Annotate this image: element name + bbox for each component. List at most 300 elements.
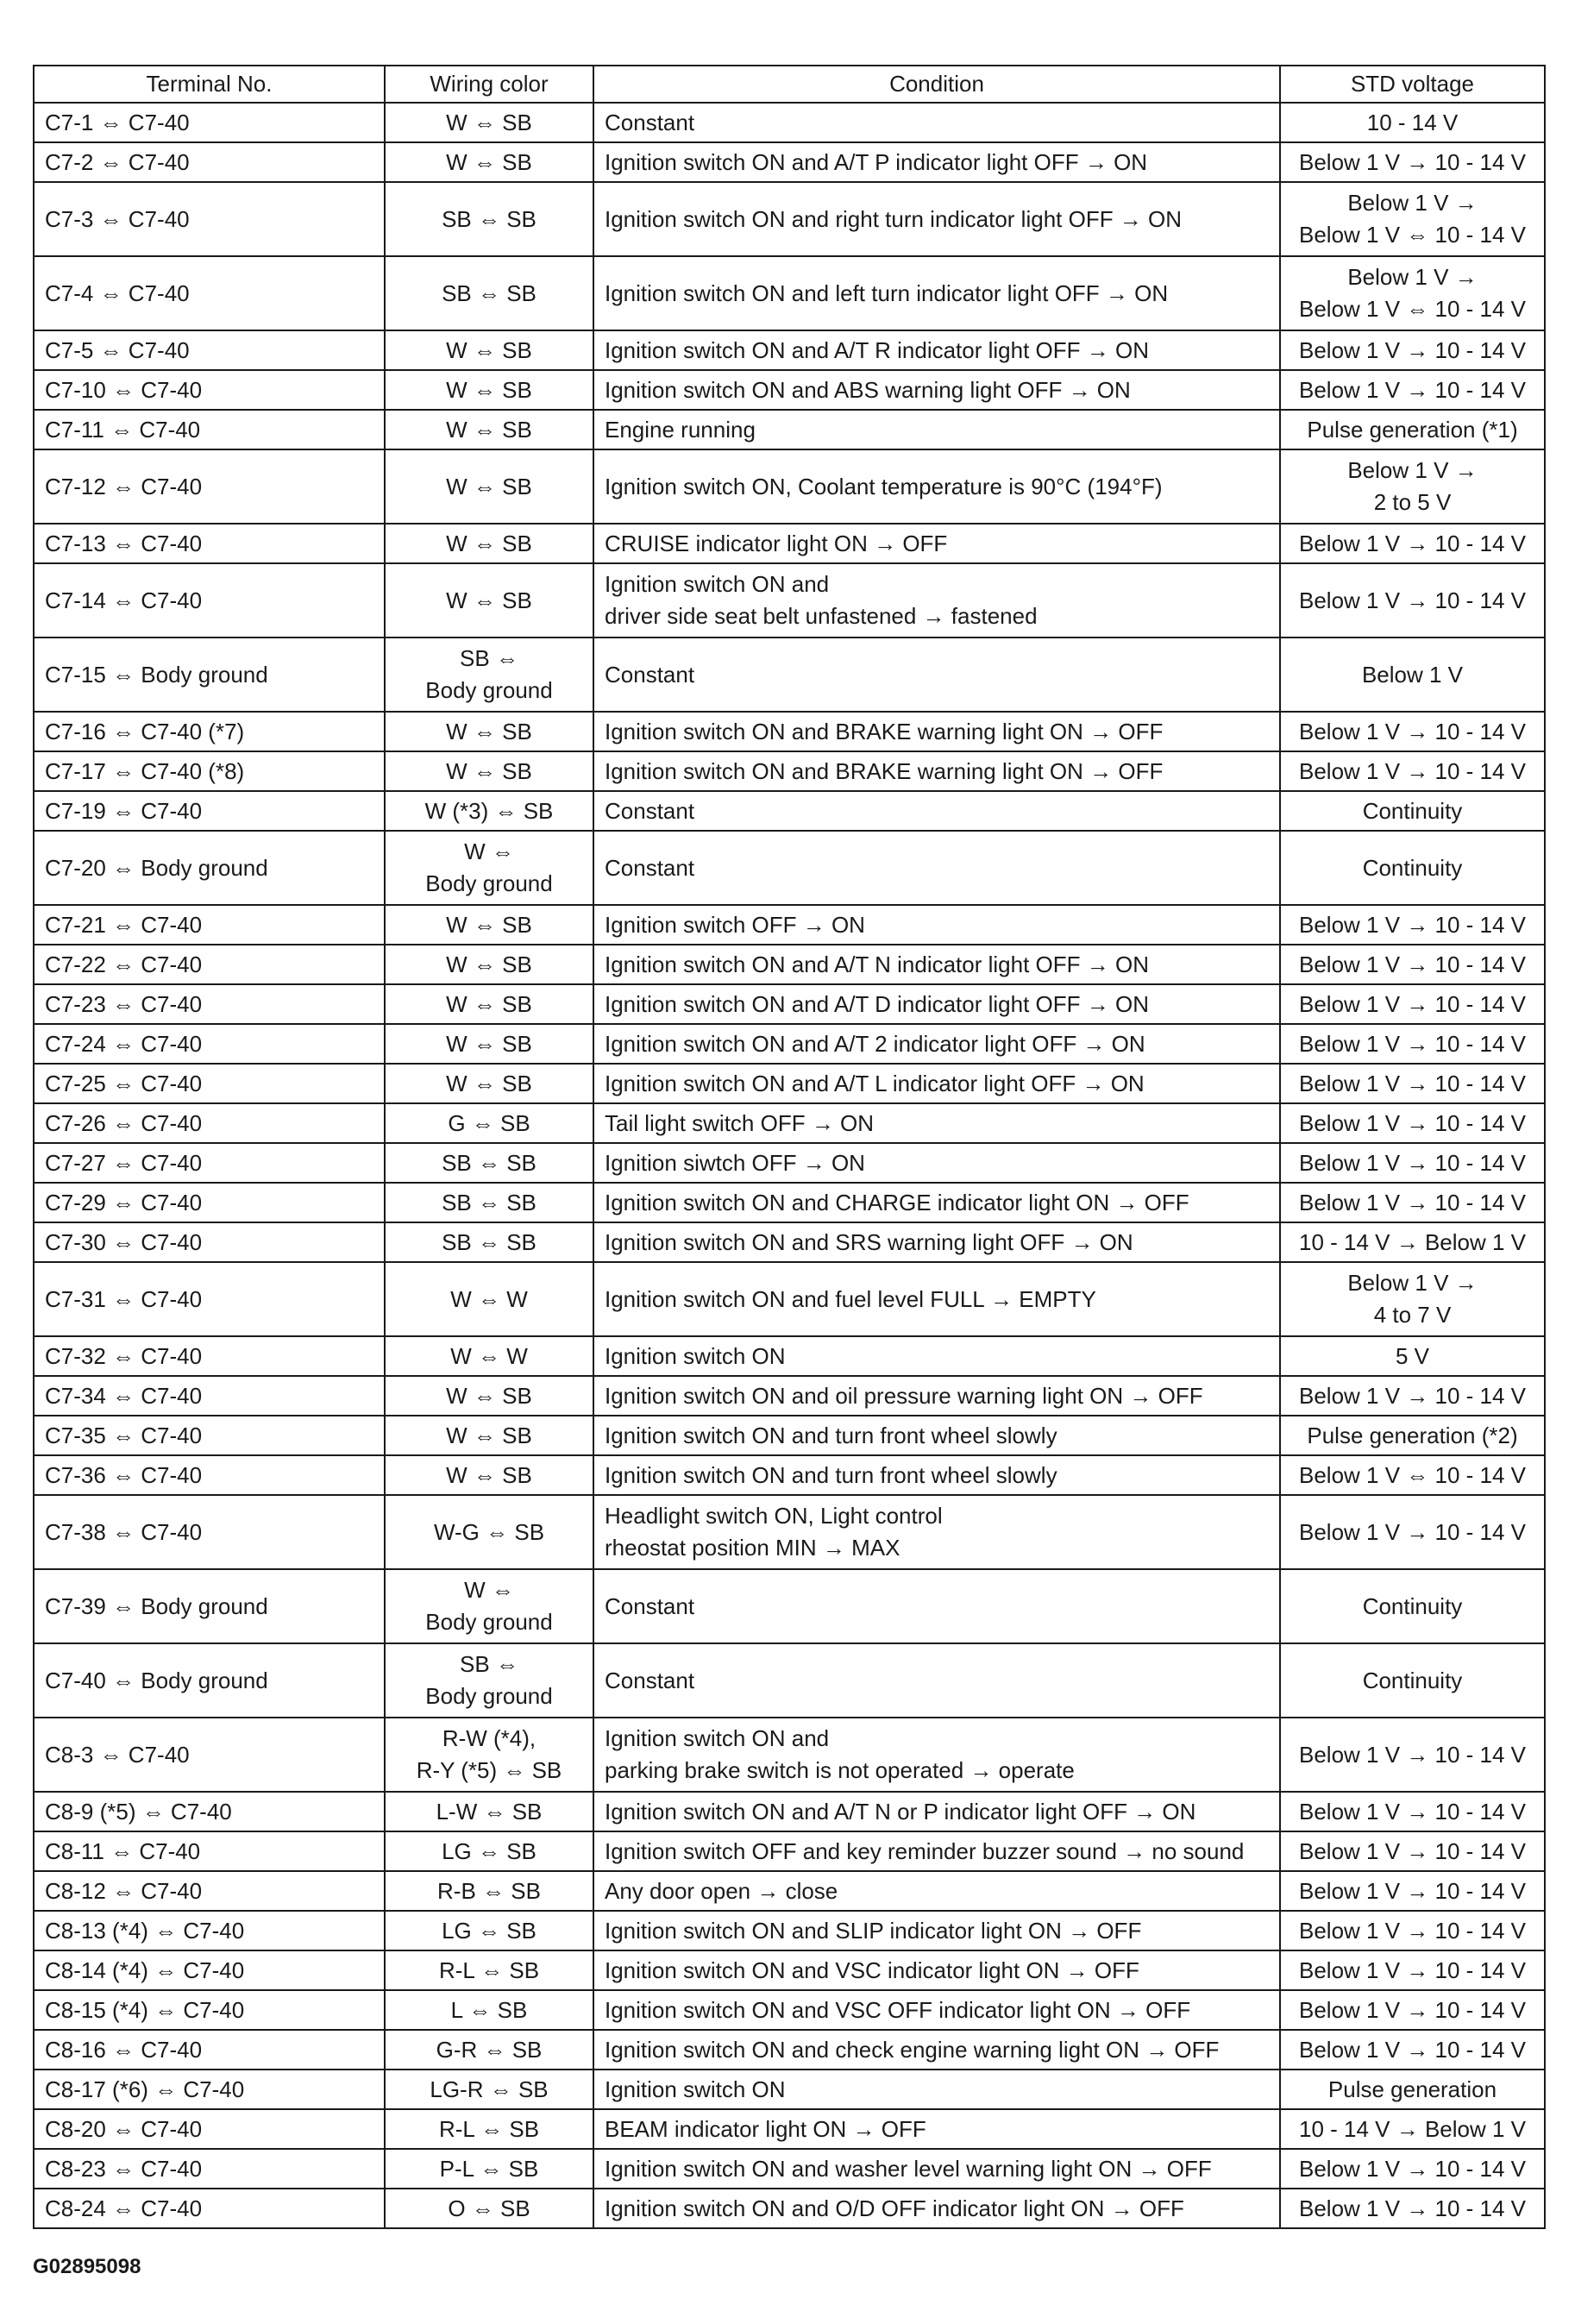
- wiring-color-cell-line: G-R ⇔ SB: [436, 2036, 543, 2063]
- std-voltage-cell: [1280, 831, 1545, 905]
- condition-cell-line: Ignition switch ON, Coolant temperature is 90°C (194°F): [605, 473, 1163, 499]
- terminal-cell: [34, 563, 385, 638]
- std-voltage-cell-line: 2 to 5 V: [1373, 489, 1452, 515]
- terminal-voltage-sheet: [33, 65, 1544, 2229]
- wiring-color-cell-line: W ⇔ SB: [446, 376, 532, 403]
- condition-cell: [593, 712, 1280, 751]
- wiring-color-cell-line: W ⇔: [464, 839, 514, 864]
- table-row: [34, 1103, 1545, 1143]
- terminal-cell: [34, 1103, 385, 1143]
- std-voltage-cell-line: Below 1 V →: [1347, 264, 1478, 290]
- condition-cell: [593, 256, 1280, 330]
- condition-cell: [593, 1871, 1280, 1911]
- wiring-color-cell: [385, 1831, 593, 1871]
- condition-cell: [593, 1183, 1280, 1222]
- wiring-color-cell-line: L ⇔ SB: [450, 1996, 528, 2023]
- terminal-cell: [34, 1416, 385, 1455]
- condition-cell: [593, 1495, 1280, 1569]
- wiring-color-cell: [385, 1064, 593, 1103]
- wiring-color-cell: [385, 2109, 593, 2149]
- condition-cell-line: driver side seat belt unfastened → fastened: [605, 603, 1038, 629]
- table-row: [34, 945, 1545, 984]
- wiring-color-cell-line: R-B ⇔ SB: [437, 1877, 541, 1904]
- terminal-cell: [34, 370, 385, 410]
- std-voltage-cell-line: Pulse generation (*1): [1307, 416, 1518, 443]
- terminal-cell-line: C7-30 ⇔ C7-40: [45, 1228, 203, 1255]
- terminal-cell: [34, 1376, 385, 1416]
- wiring-color-cell: [385, 1222, 593, 1262]
- wiring-color-cell: [385, 1183, 593, 1222]
- std-voltage-cell-line: Below 1 V → 10 - 14 V: [1298, 1518, 1527, 1545]
- table-row: [34, 1376, 1545, 1416]
- wiring-color-cell-line: Body ground: [425, 1609, 553, 1635]
- condition-cell: [593, 410, 1280, 449]
- std-voltage-cell-line: 10 - 14 V → Below 1 V: [1298, 1228, 1527, 1255]
- wiring-color-cell: [385, 142, 593, 182]
- terminal-cell-line: C7-27 ⇔ C7-40: [45, 1149, 203, 1176]
- table-row: [34, 2030, 1545, 2070]
- table-row: [34, 1336, 1545, 1376]
- std-voltage-cell: [1280, 256, 1545, 330]
- wiring-color-cell: [385, 905, 593, 945]
- std-voltage-cell: [1280, 1103, 1545, 1143]
- terminal-cell: [34, 524, 385, 563]
- wiring-color-cell-line: W ⇔ SB: [446, 911, 532, 938]
- std-voltage-cell: [1280, 1336, 1545, 1376]
- terminal-cell-line: C7-36 ⇔ C7-40: [45, 1461, 203, 1488]
- std-voltage-cell-line: Below 1 V → 10 - 14 V: [1298, 1382, 1527, 1409]
- terminal-cell: [34, 638, 385, 712]
- wiring-color-cell: [385, 1792, 593, 1831]
- wiring-color-cell-line: SB ⇔: [460, 1651, 518, 1677]
- condition-cell-line: parking brake switch is not operated → operate: [605, 1757, 1075, 1783]
- std-voltage-cell: [1280, 1950, 1545, 1990]
- std-voltage-cell: [1280, 1990, 1545, 2030]
- condition-cell-line: Ignition switch ON and VSC indicator light ON → OFF: [605, 1957, 1139, 1983]
- terminal-cell-line: C8-15 (*4) ⇔ C7-40: [45, 1996, 245, 2023]
- terminal-cell: [34, 1064, 385, 1103]
- terminal-cell: [34, 945, 385, 984]
- std-voltage-cell-line: Below 1 V → 10 - 14 V: [1298, 1741, 1527, 1768]
- std-voltage-cell: [1280, 2030, 1545, 2070]
- header-std-voltage: STD voltage: [1280, 66, 1545, 103]
- std-voltage-cell-line: 10 - 14 V: [1366, 109, 1459, 135]
- terminal-cell-line: C8-9 (*5) ⇔ C7-40: [45, 1798, 232, 1825]
- table-row: [34, 2109, 1545, 2149]
- condition-cell-line: Constant: [605, 1592, 695, 1619]
- condition-cell: [593, 1718, 1280, 1792]
- condition-cell-line: rheostat position MIN → MAX: [605, 1535, 900, 1561]
- wiring-color-cell: [385, 1569, 593, 1643]
- condition-cell: [593, 1911, 1280, 1950]
- terminal-cell: [34, 330, 385, 370]
- terminal-cell: [34, 182, 385, 256]
- condition-cell-line: Ignition switch ON and A/T L indicator light OFF → ON: [605, 1070, 1145, 1096]
- terminal-cell-line: C7-32 ⇔ C7-40: [45, 1342, 203, 1369]
- wiring-color-cell-line: W ⇔ SB: [446, 109, 532, 135]
- std-voltage-cell: [1280, 1376, 1545, 1416]
- std-voltage-cell: [1280, 1792, 1545, 1831]
- condition-cell: [593, 330, 1280, 370]
- terminal-cell: [34, 984, 385, 1024]
- terminal-cell-line: C8-24 ⇔ C7-40: [45, 2195, 203, 2221]
- terminal-cell: [34, 2030, 385, 2070]
- table-row: [34, 1871, 1545, 1911]
- wiring-color-cell: [385, 712, 593, 751]
- wiring-color-cell: [385, 2030, 593, 2070]
- std-voltage-cell-line: 4 to 7 V: [1373, 1302, 1452, 1328]
- wiring-color-cell-line: W ⇔ SB: [446, 990, 532, 1017]
- wiring-color-cell-line: W-G ⇔ SB: [433, 1518, 545, 1545]
- terminal-cell: [34, 1792, 385, 1831]
- wiring-color-cell-line: W ⇔ SB: [446, 951, 532, 977]
- table-row: [34, 1064, 1545, 1103]
- std-voltage-cell: [1280, 1495, 1545, 1569]
- condition-cell-line: Ignition switch OFF and key reminder buzzer sound → no sound: [605, 1837, 1245, 1864]
- wiring-color-cell: [385, 524, 593, 563]
- std-voltage-cell: [1280, 1064, 1545, 1103]
- std-voltage-cell: [1280, 330, 1545, 370]
- wiring-color-cell-line: W ⇔ W: [450, 1342, 528, 1369]
- condition-cell-line: Ignition switch ON and oil pressure warning light ON → OFF: [605, 1382, 1203, 1409]
- condition-cell: [593, 1222, 1280, 1262]
- condition-cell-line: Ignition switch ON and A/T P indicator light OFF → ON: [605, 148, 1148, 175]
- terminal-cell-line: C7-38 ⇔ C7-40: [45, 1518, 203, 1545]
- std-voltage-cell-line: Below 1 V → 10 - 14 V: [1298, 1030, 1527, 1057]
- terminal-cell: [34, 1495, 385, 1569]
- terminal-cell-line: C7-15 ⇔ Body ground: [45, 661, 268, 688]
- wiring-color-cell-line: W ⇔ SB: [446, 336, 532, 363]
- table-row: [34, 712, 1545, 751]
- std-voltage-cell: [1280, 1024, 1545, 1064]
- condition-cell: [593, 182, 1280, 256]
- wiring-color-cell: [385, 563, 593, 638]
- wiring-color-cell-line: SB ⇔ SB: [442, 1149, 537, 1176]
- wiring-color-cell: [385, 831, 593, 905]
- wiring-color-cell-line: G ⇔ SB: [448, 1109, 530, 1136]
- condition-cell: [593, 1990, 1280, 2030]
- condition-cell: [593, 449, 1280, 524]
- table-row: [34, 984, 1545, 1024]
- terminal-cell-line: C8-3 ⇔ C7-40: [45, 1741, 190, 1768]
- table-row: [34, 2149, 1545, 2189]
- wiring-color-cell: [385, 1718, 593, 1792]
- wiring-color-cell: [385, 449, 593, 524]
- wiring-color-cell-line: SB ⇔ SB: [442, 1228, 537, 1255]
- terminal-cell-line: C8-17 (*6) ⇔ C7-40: [45, 2076, 245, 2102]
- terminal-cell-line: C7-13 ⇔ C7-40: [45, 530, 203, 556]
- condition-cell: [593, 1950, 1280, 1990]
- wiring-color-cell-line: W ⇔ W: [450, 1285, 528, 1312]
- figure-id: G02895098: [33, 2255, 141, 2278]
- table-row: [34, 905, 1545, 945]
- wiring-color-cell-line: W ⇔ SB: [446, 1070, 532, 1096]
- std-voltage-cell-line: Below 1 V → 10 - 14 V: [1298, 2155, 1527, 2182]
- wiring-color-cell-line: Body ground: [425, 677, 553, 703]
- terminal-cell-line: C7-34 ⇔ C7-40: [45, 1382, 203, 1409]
- table-row: [34, 256, 1545, 330]
- wiring-color-cell-line: W ⇔ SB: [446, 587, 532, 613]
- condition-cell-line: Ignition switch ON and check engine warning light ON → OFF: [605, 2036, 1220, 2063]
- terminal-cell-line: C7-24 ⇔ C7-40: [45, 1030, 203, 1057]
- table-row: [34, 142, 1545, 182]
- terminal-cell-line: C8-12 ⇔ C7-40: [45, 1877, 203, 1904]
- condition-cell: [593, 142, 1280, 182]
- terminal-cell: [34, 2149, 385, 2189]
- condition-cell: [593, 1336, 1280, 1376]
- std-voltage-cell-line: Below 1 V → 10 - 14 V: [1298, 718, 1527, 744]
- std-voltage-cell: [1280, 1262, 1545, 1336]
- table-header-row: [34, 66, 1545, 103]
- terminal-cell: [34, 1569, 385, 1643]
- std-voltage-cell-line: Below 1 V → 10 - 14 V: [1298, 990, 1527, 1017]
- wiring-color-cell: [385, 330, 593, 370]
- condition-cell: [593, 1064, 1280, 1103]
- std-voltage-cell: [1280, 1222, 1545, 1262]
- std-voltage-cell: [1280, 182, 1545, 256]
- condition-cell: [593, 1643, 1280, 1718]
- std-voltage-cell-line: Continuity: [1362, 1592, 1463, 1619]
- condition-cell-line: Ignition switch ON and BRAKE warning light ON → OFF: [605, 718, 1164, 744]
- condition-cell: [593, 905, 1280, 945]
- terminal-cell: [34, 449, 385, 524]
- condition-cell-line: Constant: [605, 109, 695, 135]
- condition-cell-line: Ignition switch OFF → ON: [605, 911, 865, 938]
- table-row: [34, 1222, 1545, 1262]
- std-voltage-cell: [1280, 370, 1545, 410]
- std-voltage-cell-line: Below 1 V → 10 - 14 V: [1298, 757, 1527, 784]
- condition-cell: [593, 945, 1280, 984]
- wiring-color-cell-line: R-L ⇔ SB: [438, 1957, 540, 1983]
- terminal-cell: [34, 1718, 385, 1792]
- wiring-color-cell: [385, 1336, 593, 1376]
- std-voltage-cell-line: Below 1 V → 10 - 14 V: [1298, 2195, 1527, 2221]
- condition-cell-line: Ignition switch ON and: [605, 571, 830, 597]
- terminal-cell-line: C7-26 ⇔ C7-40: [45, 1109, 203, 1136]
- std-voltage-cell: [1280, 563, 1545, 638]
- table-row: [34, 182, 1545, 256]
- wiring-color-cell: [385, 1103, 593, 1143]
- std-voltage-cell-line: Below 1 V → 10 - 14 V: [1298, 376, 1527, 403]
- std-voltage-cell: [1280, 638, 1545, 712]
- condition-cell: [593, 1831, 1280, 1871]
- wiring-color-cell: [385, 984, 593, 1024]
- condition-cell: [593, 1262, 1280, 1336]
- wiring-color-cell: [385, 1950, 593, 1990]
- wiring-color-cell: [385, 1143, 593, 1183]
- terminal-cell: [34, 1990, 385, 2030]
- condition-cell-line: Ignition switch ON and right turn indicator light OFF → ON: [605, 205, 1183, 232]
- std-voltage-cell: [1280, 1911, 1545, 1950]
- std-voltage-cell: [1280, 2149, 1545, 2189]
- terminal-voltage-table: [33, 65, 1546, 2229]
- wiring-color-cell: [385, 1871, 593, 1911]
- terminal-cell: [34, 2109, 385, 2149]
- condition-cell: [593, 2189, 1280, 2228]
- std-voltage-cell-line: Below 1 V →: [1347, 457, 1478, 483]
- condition-cell-line: Ignition switch ON and CHARGE indicator light ON → OFF: [605, 1189, 1189, 1215]
- condition-cell-line: Ignition switch ON and BRAKE warning light ON → OFF: [605, 757, 1164, 784]
- terminal-cell-line: C7-10 ⇔ C7-40: [45, 376, 203, 403]
- terminal-cell: [34, 712, 385, 751]
- std-voltage-cell: [1280, 2109, 1545, 2149]
- std-voltage-cell: [1280, 1871, 1545, 1911]
- std-voltage-cell: [1280, 1143, 1545, 1183]
- table-row: [34, 103, 1545, 142]
- wiring-color-cell: [385, 1990, 593, 2030]
- wiring-color-cell-line: W (*3) ⇔ SB: [424, 797, 554, 824]
- std-voltage-cell: [1280, 1569, 1545, 1643]
- table-row: [34, 1262, 1545, 1336]
- std-voltage-cell-line: Below 1 V → 10 - 14 V: [1298, 1149, 1527, 1176]
- std-voltage-cell-line: Below 1 V ⇔ 10 - 14 V: [1298, 296, 1527, 322]
- wiring-color-cell-line: W ⇔ SB: [446, 1422, 532, 1448]
- wiring-color-cell-line: R-W (*4),: [442, 1725, 537, 1751]
- std-voltage-cell-line: Below 1 V → 10 - 14 V: [1298, 1877, 1527, 1904]
- condition-cell-line: Headlight switch ON, Light control: [605, 1503, 943, 1529]
- table-row: [34, 1792, 1545, 1831]
- std-voltage-cell-line: Below 1 V → 10 - 14 V: [1298, 951, 1527, 977]
- wiring-color-cell: [385, 2149, 593, 2189]
- terminal-cell: [34, 905, 385, 945]
- wiring-color-cell-line: SB ⇔ SB: [442, 205, 537, 232]
- table-row: [34, 1643, 1545, 1718]
- condition-cell-line: Ignition switch ON and ABS warning light OFF → ON: [605, 376, 1131, 403]
- condition-cell-line: Ignition switch ON and washer level warning light ON → OFF: [605, 2155, 1212, 2182]
- std-voltage-cell: [1280, 1643, 1545, 1718]
- std-voltage-cell: [1280, 751, 1545, 791]
- std-voltage-cell-line: Below 1 V → 10 - 14 V: [1298, 1070, 1527, 1096]
- condition-cell-line: Ignition switch ON and: [605, 1725, 830, 1751]
- terminal-cell-line: C7-4 ⇔ C7-40: [45, 280, 190, 306]
- table-row: [34, 1183, 1545, 1222]
- terminal-cell-line: C7-12 ⇔ C7-40: [45, 473, 203, 499]
- condition-cell-line: Ignition switch ON and A/T D indicator light OFF → ON: [605, 990, 1149, 1017]
- wiring-color-cell: [385, 1455, 593, 1495]
- wiring-color-cell: [385, 1911, 593, 1950]
- wiring-color-cell-line: W ⇔ SB: [446, 148, 532, 175]
- condition-cell-line: Ignition switch ON and fuel level FULL → EMPTY: [605, 1285, 1096, 1312]
- wiring-color-cell: [385, 1262, 593, 1336]
- std-voltage-cell-line: Below 1 V → 10 - 14 V: [1298, 148, 1527, 175]
- condition-cell-line: Constant: [605, 797, 695, 824]
- terminal-cell-line: C7-14 ⇔ C7-40: [45, 587, 203, 613]
- wiring-color-cell-line: LG ⇔ SB: [442, 1917, 537, 1944]
- wiring-color-cell-line: O ⇔ SB: [448, 2195, 530, 2221]
- header-condition: Condition: [593, 66, 1280, 103]
- table-row: [34, 1569, 1545, 1643]
- wiring-color-cell-line: W ⇔: [464, 1577, 514, 1603]
- condition-cell: [593, 638, 1280, 712]
- std-voltage-cell-line: Below 1 V → 10 - 14 V: [1298, 1837, 1527, 1864]
- terminal-cell: [34, 256, 385, 330]
- std-voltage-cell: [1280, 945, 1545, 984]
- std-voltage-cell-line: Below 1 V →: [1347, 190, 1478, 216]
- wiring-color-cell: [385, 1024, 593, 1064]
- terminal-cell: [34, 410, 385, 449]
- table-row: [34, 1495, 1545, 1569]
- terminal-cell-line: C7-3 ⇔ C7-40: [45, 205, 190, 232]
- condition-cell: [593, 791, 1280, 831]
- table-row: [34, 1024, 1545, 1064]
- terminal-cell-line: C7-29 ⇔ C7-40: [45, 1189, 203, 1215]
- wiring-color-cell-line: SB ⇔: [460, 645, 518, 671]
- terminal-cell-line: C8-13 (*4) ⇔ C7-40: [45, 1917, 245, 1944]
- std-voltage-cell: [1280, 524, 1545, 563]
- std-voltage-cell-line: Continuity: [1362, 854, 1463, 881]
- condition-cell-line: Constant: [605, 854, 695, 881]
- terminal-cell-line: C7-21 ⇔ C7-40: [45, 911, 203, 938]
- terminal-cell-line: C7-35 ⇔ C7-40: [45, 1422, 203, 1448]
- terminal-cell-line: C8-14 (*4) ⇔ C7-40: [45, 1957, 245, 1983]
- wiring-color-cell: [385, 370, 593, 410]
- condition-cell-line: Ignition switch ON and SRS warning light OFF → ON: [605, 1228, 1133, 1255]
- wiring-color-cell-line: R-L ⇔ SB: [438, 2115, 540, 2142]
- terminal-cell-line: C7-11 ⇔ C7-40: [45, 416, 201, 443]
- terminal-cell-line: C7-31 ⇔ C7-40: [45, 1285, 203, 1312]
- table-row: [34, 2189, 1545, 2228]
- condition-cell-line: Constant: [605, 661, 695, 688]
- terminal-cell: [34, 1143, 385, 1183]
- condition-cell-line: Constant: [605, 1667, 695, 1693]
- terminal-cell-line: C7-17 ⇔ C7-40 (*8): [45, 757, 245, 784]
- terminal-cell-line: C7-25 ⇔ C7-40: [45, 1070, 203, 1096]
- header-wiring-color: Wiring color: [385, 66, 593, 103]
- condition-cell-line: BEAM indicator light ON → OFF: [605, 2115, 926, 2142]
- terminal-cell: [34, 1455, 385, 1495]
- table-row: [34, 370, 1545, 410]
- terminal-cell: [34, 2189, 385, 2228]
- wiring-color-cell-line: W ⇔ SB: [446, 530, 532, 556]
- wiring-color-cell: [385, 256, 593, 330]
- wiring-color-cell: [385, 103, 593, 142]
- std-voltage-cell-line: Below 1 V → 10 - 14 V: [1298, 1798, 1527, 1825]
- condition-cell: [593, 563, 1280, 638]
- table-row: [34, 330, 1545, 370]
- condition-cell-line: Ignition switch ON and turn front wheel slowly: [605, 1461, 1057, 1488]
- terminal-cell-line: C7-16 ⇔ C7-40 (*7): [45, 718, 245, 744]
- std-voltage-cell-line: Continuity: [1362, 1667, 1463, 1693]
- std-voltage-cell-line: Below 1 V → 10 - 14 V: [1298, 1957, 1527, 1983]
- terminal-cell-line: C7-39 ⇔ Body ground: [45, 1592, 268, 1619]
- wiring-color-cell-line: SB ⇔ SB: [442, 280, 537, 306]
- std-voltage-cell-line: Below 1 V → 10 - 14 V: [1298, 1917, 1527, 1944]
- condition-cell: [593, 2070, 1280, 2109]
- wiring-color-cell: [385, 791, 593, 831]
- wiring-color-cell-line: W ⇔ SB: [446, 1461, 532, 1488]
- condition-cell: [593, 1569, 1280, 1643]
- terminal-cell-line: C7-5 ⇔ C7-40: [45, 336, 190, 363]
- terminal-cell: [34, 1643, 385, 1718]
- terminal-cell: [34, 831, 385, 905]
- std-voltage-cell-line: Pulse generation (*2): [1307, 1422, 1518, 1448]
- wiring-color-cell: [385, 1376, 593, 1416]
- table-row: [34, 1143, 1545, 1183]
- condition-cell-line: Ignition switch ON and VSC OFF indicator light ON → OFF: [605, 1996, 1191, 2023]
- condition-cell-line: CRUISE indicator light ON → OFF: [605, 530, 948, 556]
- wiring-color-cell-line: R-Y (*5) ⇔ SB: [416, 1757, 562, 1783]
- table-row: [34, 1911, 1545, 1950]
- wiring-color-cell: [385, 410, 593, 449]
- wiring-color-cell: [385, 182, 593, 256]
- condition-cell: [593, 984, 1280, 1024]
- condition-cell-line: Ignition switch ON and A/T N or P indicator light OFF → ON: [605, 1798, 1196, 1825]
- condition-cell: [593, 1143, 1280, 1183]
- terminal-cell: [34, 791, 385, 831]
- wiring-color-cell: [385, 945, 593, 984]
- std-voltage-cell: [1280, 410, 1545, 449]
- terminal-cell: [34, 1183, 385, 1222]
